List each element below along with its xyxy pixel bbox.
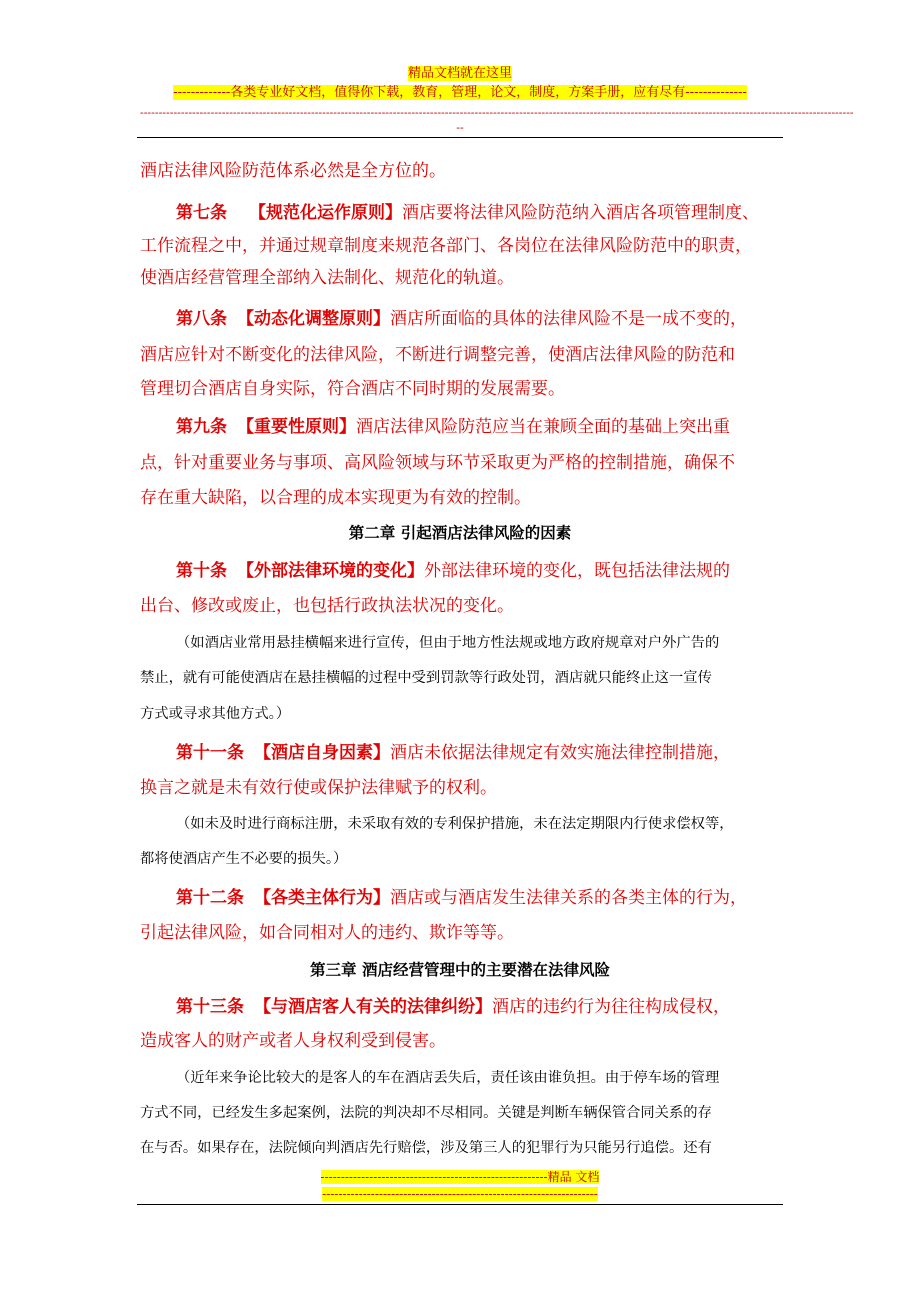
note-13-line-2: 方式不同，已经发生多起案例，法院的判决却不尽相同。关键是判断车辆保管合同关系的存 (140, 1105, 712, 1121)
article-13 (176, 992, 730, 1022)
article-9-line-2: 点，针对重要业务与事项、高风险领域与环节采取更为严格的控制措施，确保不 (140, 453, 735, 473)
header-title (0, 66, 920, 82)
article-12-title: 【各类主体行为】 (254, 888, 390, 908)
note-13-line-3: 在与否。如果存在，法院倾向判酒店先行赔偿，涉及第三人的犯罪行为只能另行追偿。还有 (140, 1140, 712, 1156)
article-11-body: 酒店未依据法律规定有效实施法律控制措施， (390, 743, 730, 763)
article-8-label: 第八条 (176, 309, 227, 329)
article-8-line-3: 管理切合酒店自身实际，符合酒店不同时期的发展需要。 (140, 379, 565, 399)
article-12-line-2: 引起法律风险，如合同相对人的违约、欺诈等等。 (140, 923, 514, 943)
article-8-title: 【动态化调整原则】 (237, 309, 390, 329)
article-13-body: 酒店的违约行为往往构成侵权， (492, 997, 730, 1017)
article-7-line-2: 工作流程之中，并通过规章制度来规范各部门、各岗位在法律风险防范中的职责， (140, 236, 752, 256)
article-10-label: 第十条 (176, 561, 227, 581)
header-slogan-text: -------------各类专业好文档，值得你下载，教育，管理，论文，制度，方案手册，应有尽有-------------- (173, 85, 747, 100)
article-8-body: 酒店所面临的具体的法律风险不是一成不变的， (390, 309, 747, 329)
article-7-body: 酒店要将法律风险防范纳入酒店各项管理制度、 (402, 203, 759, 223)
footer-line-2-text: -------------------------------------------------------------------- (322, 1187, 598, 1201)
article-8-line-2: 酒店应针对不断变化的法律风险，不断进行调整完善，使酒店法律风险的防范和 (140, 345, 735, 365)
intro-line: 酒店法律风险防范体系必然是全方位的。 (140, 161, 446, 181)
article-13-title: 【与酒店客人有关的法律纠纷】 (254, 997, 492, 1017)
header-title-text: 精品文档就在这里 (407, 66, 512, 81)
note-10-line-3: 方式或寻求其他方式。） (140, 706, 291, 722)
article-11-line-2: 换言之就是未有效行使或保护法律赋予的权利。 (140, 778, 497, 798)
article-13-line-2: 造成客人的财产或者人身权利受到侵害。 (140, 1031, 446, 1051)
article-12-body: 酒店或与酒店发生法律关系的各类主体的行为， (390, 888, 747, 908)
note-11-line-1: （如未及时进行商标注册，未采取有效的专利保护措施，未在法定期限内行使求偿权等， (176, 816, 734, 832)
article-11-title: 【酒店自身因素】 (254, 743, 390, 763)
chapter-3-heading: 第三章 酒店经营管理中的主要潜在法律风险 (310, 960, 610, 979)
note-10-line-2: 禁止，就有可能使酒店在悬挂横幅的过程中受到罚款等行政处罚，酒店就只能终止这一宣传 (140, 670, 712, 686)
article-7 (176, 198, 759, 228)
header-divider (137, 137, 783, 138)
note-11-line-2: 都将使酒店产生不必要的损失。） (140, 851, 348, 867)
article-9-label: 第九条 (176, 417, 227, 437)
article-9-line-3: 存在重大缺陷，以合理的成本实现更为有效的控制。 (140, 488, 531, 508)
article-12-label: 第十二条 (176, 888, 244, 908)
article-11-label: 第十一条 (176, 743, 244, 763)
footer-line-2 (0, 1187, 920, 1202)
article-11 (176, 738, 730, 768)
article-7-line-3: 使酒店经营管理全部纳入法制化、规范化的轨道。 (140, 268, 514, 288)
chapter-2-heading: 第二章 引起酒店法律风险的因素 (348, 523, 572, 542)
article-9-title: 【重要性原则】 (237, 417, 356, 437)
article-10 (176, 556, 730, 586)
article-10-title: 【外部法律环境的变化】 (237, 561, 424, 581)
article-13-label: 第十三条 (176, 997, 244, 1017)
article-12 (176, 883, 747, 913)
article-7-title: 【规范化运作原则】 (249, 203, 402, 223)
note-13-line-1: （近年来争论比较大的是客人的车在酒店丢失后，责任该由谁负担。由于停车场的管理 (176, 1070, 720, 1086)
article-9-body: 酒店法律风险防范应当在兼顾全面的基础上突出重 (356, 417, 730, 437)
article-9 (176, 412, 730, 442)
header-slogan (0, 85, 920, 101)
header-dashes-tail: -- (456, 121, 464, 134)
note-10-line-1: （如酒店业常用悬挂横幅来进行宣传，但由于地方性法规或地方政府规章对户外广告的 (176, 635, 720, 651)
article-7-label: 第七条 (176, 203, 227, 223)
footer-divider (137, 1204, 783, 1205)
article-8 (176, 304, 747, 334)
footer-line-1-text: --------------------------------------------------------精品 文档 (320, 1170, 600, 1184)
article-10-body: 外部法律环境的变化，既包括法律法规的 (424, 561, 730, 581)
article-10-line-2: 出台、修改或废止，也包括行政执法状况的变化。 (140, 596, 514, 616)
header-dashes: ------------------------------------------------------------------------------------------------------------------------------------------------------------------------------------------------ (140, 106, 854, 119)
footer-line-1 (0, 1170, 920, 1185)
